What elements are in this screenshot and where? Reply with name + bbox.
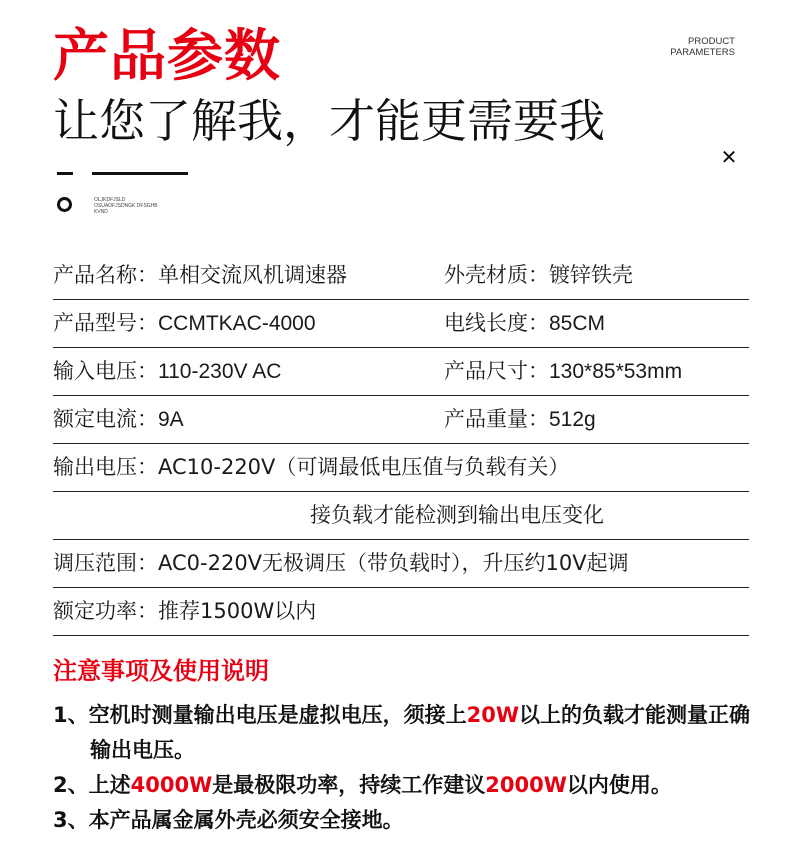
spec-value: 512g [549, 408, 596, 431]
spec-cell [53, 444, 569, 491]
spec-value: 130*85*53mm [549, 360, 683, 383]
note-text: 2、上述 [53, 773, 131, 797]
spec-row-power [53, 588, 749, 636]
spec-label: 调压范围： [53, 551, 158, 575]
spec-label: 输出电压： [53, 455, 158, 479]
spec-row [53, 396, 749, 444]
note-text: 3、本产品属金属外壳必须安全接地。 [53, 808, 404, 832]
spec-label: 产品型号： [53, 311, 158, 335]
spec-cell [53, 300, 316, 347]
spec-value: AC0-220V无极调压（带负载时），升压约10V起调 [158, 551, 629, 575]
page-subtitle: 让您了解我，才能更需要我 [53, 94, 605, 148]
decor-dash-short [57, 172, 73, 175]
spec-cell [444, 252, 633, 299]
ring-icon [57, 197, 72, 212]
note-text: 以上的负载才能测量正确输出电压。 [90, 703, 751, 762]
english-label-line: PARAMETERS [670, 47, 735, 58]
spec-label: 输入电压： [53, 359, 158, 383]
spec-row [53, 252, 749, 300]
page-title: 产品参数 [53, 24, 281, 89]
spec-label: 产品重量： [444, 407, 549, 431]
spec-cell [53, 348, 281, 395]
spec-note: 接负载才能检测到输出电压变化 [310, 503, 604, 527]
close-icon: ✕ [720, 145, 738, 169]
note-highlight: 4000W [130, 773, 213, 797]
note-text: 以内使用。 [566, 773, 672, 797]
spec-row [53, 348, 749, 396]
spec-cell [53, 252, 347, 299]
note-text: 1、空机时测量输出电压是虚拟电压，须接上 [53, 703, 467, 727]
note-highlight: 20W [466, 703, 520, 727]
spec-table [53, 252, 749, 636]
spec-cell [444, 396, 596, 443]
spec-cell [444, 300, 605, 347]
spec-value: 镀锌铁壳 [549, 263, 633, 287]
decor-tiny-text [94, 197, 158, 215]
note-highlight: 2000W [485, 773, 567, 797]
spec-cell [53, 396, 184, 443]
spec-value: 单相交流风机调速器 [158, 263, 347, 287]
english-label [670, 36, 735, 58]
spec-value: 9A [158, 408, 184, 431]
tiny-text-line: KVND [94, 209, 108, 215]
english-label-line: PRODUCT [688, 36, 735, 47]
tiny-text-line: OLJKDFJSLD [94, 197, 126, 203]
spec-label: 额定功率： [53, 599, 158, 623]
spec-value: 85CM [549, 312, 606, 335]
spec-row-output-note [53, 492, 749, 540]
spec-cell [53, 540, 629, 587]
spec-row [53, 300, 749, 348]
spec-label: 额定电流： [53, 407, 158, 431]
notes-list [53, 698, 753, 838]
note-text: 是最极限功率，持续工作建议 [212, 773, 486, 797]
note-item [53, 698, 753, 768]
spec-row-output [53, 444, 749, 492]
spec-cell [53, 588, 316, 635]
spec-value: AC10-220V（可调最低电压值与负载有关） [158, 455, 570, 479]
spec-cell [444, 348, 682, 395]
decor-dash-long [92, 172, 188, 175]
note-item [53, 803, 753, 838]
spec-label: 产品尺寸： [444, 359, 549, 383]
spec-label: 外壳材质： [444, 263, 549, 287]
spec-value: 110-230V AC [158, 360, 282, 383]
spec-label: 电线长度： [444, 311, 549, 335]
spec-label: 产品名称： [53, 263, 158, 287]
spec-row-regulation [53, 540, 749, 588]
spec-value: CCMTKAC-4000 [158, 312, 316, 335]
tiny-text-line: OSUAOFJSDNGK DFSGHB [94, 203, 158, 209]
notes-title: 注意事项及使用说明 [53, 657, 269, 685]
note-item [53, 768, 753, 803]
spec-value: 推荐1500W以内 [158, 599, 317, 623]
